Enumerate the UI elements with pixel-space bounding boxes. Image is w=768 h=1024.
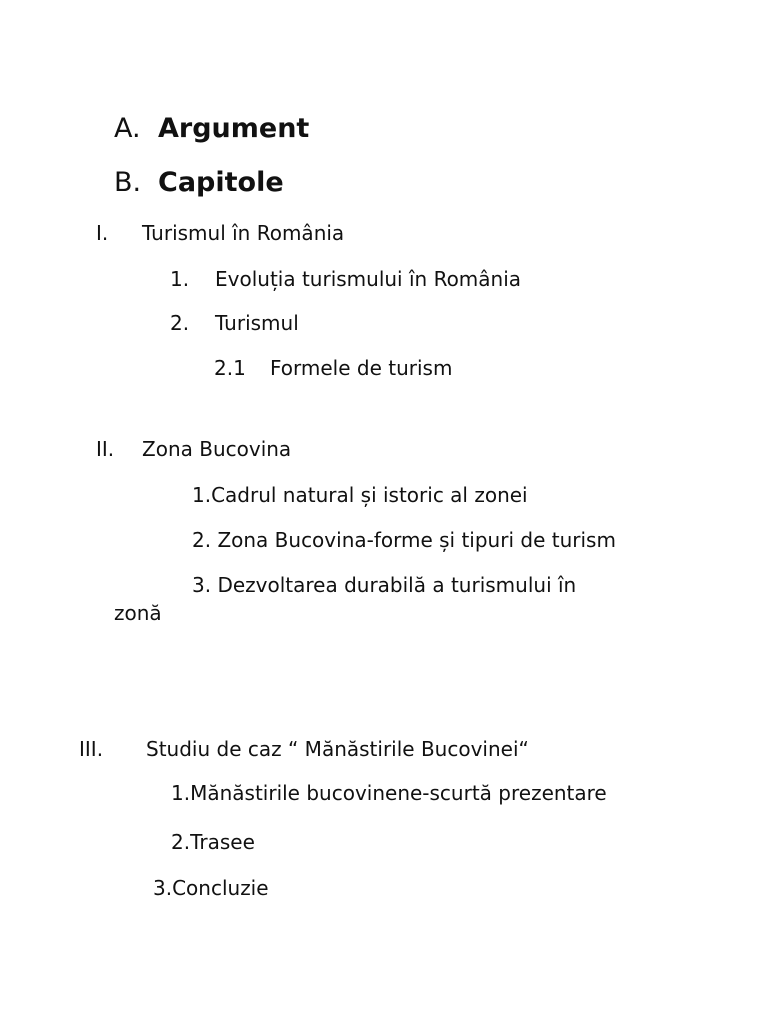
heading-a-marker: A.: [114, 113, 141, 144]
chapter-1-item-2-1-text: Formele de turism: [270, 356, 453, 380]
heading-b-title: Capitole: [158, 167, 284, 198]
chapter-1-item-2-marker: 2.: [170, 311, 190, 335]
chapter-2-text: Zona Bucovina: [142, 437, 292, 461]
chapter-1-item-1: [170, 267, 590, 291]
chapter-2-item-3-line-1: 3. Dezvoltarea durabilă a turismului în: [192, 573, 577, 597]
chapter-1-item-2-1-marker: 2.1: [214, 356, 246, 380]
chapter-2-item-3-line-2: zonă: [114, 601, 162, 625]
chapter-1-marker: I.: [96, 221, 109, 245]
heading-a-title: Argument: [158, 113, 310, 144]
chapter-3-item-1: 1.Mănăstirile bucovinene-scurtă prezentare: [171, 781, 607, 805]
chapter-1-title: [96, 221, 496, 245]
chapter-2-title: [96, 437, 396, 461]
chapter-2-item-2: 2. Zona Bucovina-forme și tipuri de turism: [192, 528, 616, 552]
chapter-1-item-1-marker: 1.: [170, 267, 190, 291]
chapter-3-title: [79, 737, 599, 761]
chapter-1-item-2-1: [214, 356, 514, 380]
chapter-3-marker: III.: [79, 737, 104, 761]
chapter-2-item-1: 1.Cadrul natural și istoric al zonei: [192, 483, 528, 507]
chapter-2-marker: II.: [96, 437, 115, 461]
chapter-1-text: Turismul în România: [142, 221, 345, 245]
chapter-1-item-2: [170, 311, 470, 335]
chapter-1-item-1-text: Evoluția turismului în România: [215, 267, 522, 291]
chapter-3-item-2: 2.Trasee: [171, 830, 255, 854]
chapter-1-item-2-text: Turismul: [215, 311, 299, 335]
chapter-3-item-3: 3.Concluzie: [153, 876, 269, 900]
chapter-3-text: Studiu de caz “ Mănăstirile Bucovinei“: [146, 737, 529, 761]
heading-b-marker: B.: [114, 167, 142, 198]
heading-b: [114, 167, 284, 199]
heading-a: [114, 113, 310, 145]
